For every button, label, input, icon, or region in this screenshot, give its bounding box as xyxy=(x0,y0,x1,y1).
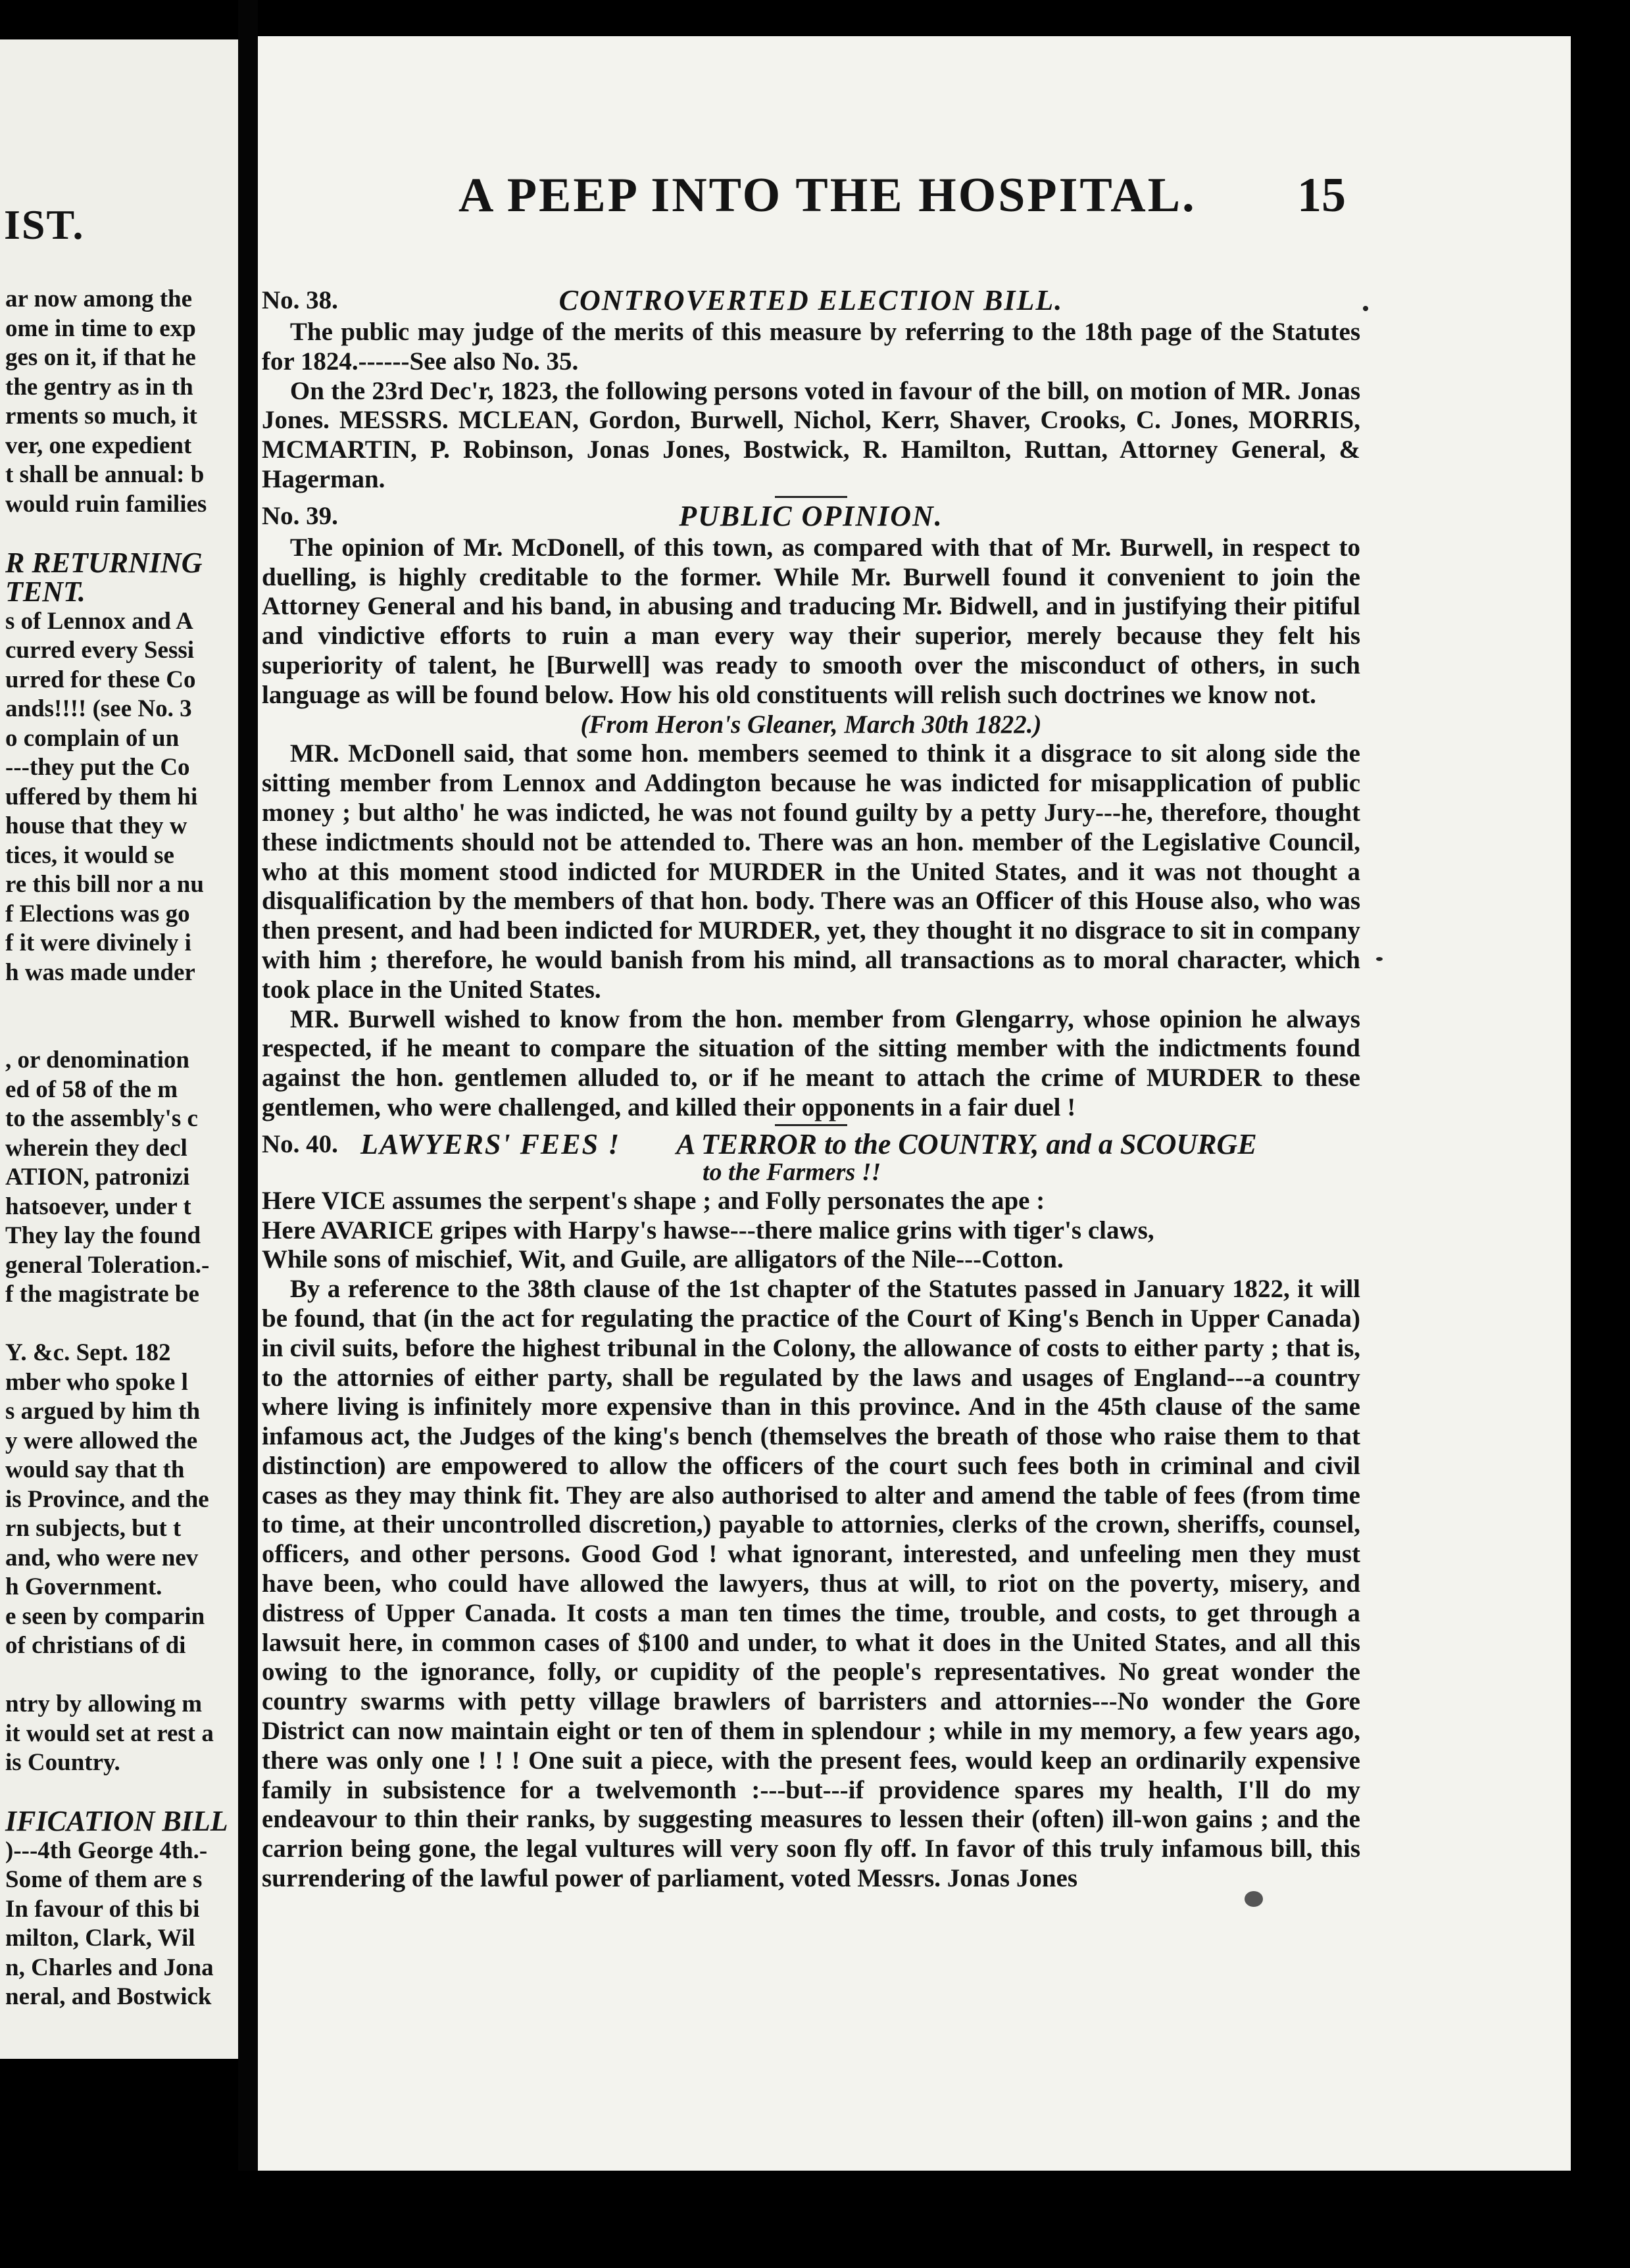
page-body xyxy=(262,286,1360,1894)
binding-gutter xyxy=(238,0,258,2268)
facing-page-line: mber who spoke l xyxy=(5,1368,188,1396)
facing-page-line: neral, and Bostwick xyxy=(5,1983,212,2010)
facing-page-line: f Elections was go xyxy=(5,900,190,927)
section-title: CONTROVERTED ELECTION BILL. xyxy=(558,284,1064,316)
section-header xyxy=(262,499,1360,533)
facing-page-line: n, Charles and Jona xyxy=(5,1954,214,1981)
facing-page-line: Y. &c. Sept. 182 xyxy=(5,1339,171,1366)
facing-page-line: ntry by allowing m xyxy=(5,1690,203,1717)
page-number: 15 xyxy=(1297,168,1346,222)
paragraph: By a reference to the 38th clause of the 1st chapter of the Statutes passed in January 1822, it will be found, that (in the act for regulating the practice of the Court of King's Bench in Upper Canada) in civil suits, before the highest tribunal in the Colony, the allowance of costs to either party ; that is, to the attornies of either party, shall be regulated by the laws and usages of England---a country where living is infinitely more expensive than in this province. And in the 45th clause of the same infamous act, the Judges of the king's bench (themselves the breath of those who raise them to that distinction) are empowered to allow the officers of the court such fees both in criminal and civil cases as they may think fit. They are also authorised to alter and amend the table of fees (from time to time, at their uncontrolled discretion,) payable to attornies, clerks of the crown, sheriffs, counsel, officers, and other persons. Good God ! what ignorant, interested, and unfeeling men they must have been, who could have allowed the lawyers, thus at will, to riot on the poverty, misery, and distress of Upper Canada. It costs a man ten times the time, trouble, and costs, to get through a lawsuit here, in common cases of $100 and under, to what it does in the United States, and all this owing to the ignorance, folly, or cupidity of the people's representatives. No great wonder the country swarms with petty village brawlers of barristers and attornies---No wonder the Gore District can now maintain eight or ten of them in splendour ; while in my memory, a few years ago, there was only one ! ! ! One suit a piece, with the present fees, would keep an ordinarily expensive family in subsistence for a twelvemonth :---but---if providence spares my health, I'll do my endeavour to thin their ranks, by suggesting measures to lessen their (often) ill-won gains ; and the carrion being gone, the legal vultures will very soon fly off. In favor of this truly infamous bill, this surrendering of the lawful power of parliament, voted Messrs. Jonas Jones xyxy=(262,1275,1360,1893)
facing-page-line: ed of 58 of the m xyxy=(5,1075,178,1103)
section-40 xyxy=(262,1127,1360,1894)
facing-page-heading: IST. xyxy=(4,201,85,248)
facing-page-line: h was made under xyxy=(5,958,195,986)
facing-page-line: urred for these Co xyxy=(5,666,196,693)
section-title: PUBLIC OPINION. xyxy=(679,499,943,532)
facing-page-line: R RETURNING xyxy=(5,546,203,579)
facing-page-line: milton, Clark, Wil xyxy=(5,1925,195,1952)
facing-page-line: rments so much, it xyxy=(5,403,197,430)
section-number: No. 38. xyxy=(262,286,338,314)
facing-page-line: They lay the found xyxy=(5,1222,201,1249)
section-divider xyxy=(775,1124,847,1126)
verse-line: Here VICE assumes the serpent's shape ; and Folly personates the ape : xyxy=(262,1186,1045,1215)
facing-page-line: to the assembly's c xyxy=(5,1105,198,1132)
facing-page-line: would ruin families xyxy=(5,490,207,518)
section-subtitle: A TERROR to the COUNTRY, and a SCOURGE xyxy=(676,1127,1257,1160)
facing-page-line: ges on it, if that he xyxy=(5,344,196,371)
facing-page-line: the gentry as in th xyxy=(5,373,193,401)
facing-page-line: tices, it would se xyxy=(5,841,174,869)
facing-page-line: re this bill nor a nu xyxy=(5,871,204,898)
facing-page-line: ATION, patronizi xyxy=(5,1164,190,1191)
document-page xyxy=(258,36,1571,2171)
source-credit: (From Heron's Gleaner, March 30th 1822.) xyxy=(580,710,1042,739)
facing-page-line: Some of them are s xyxy=(5,1866,203,1893)
facing-page-line: s of Lennox and A xyxy=(5,607,193,635)
facing-page-fragment xyxy=(0,39,238,2059)
facing-page-line: t shall be annual: b xyxy=(5,461,205,488)
facing-page-line: uffered by them hi xyxy=(5,783,198,810)
facing-page-line: ands!!!! (see No. 3 xyxy=(5,695,192,722)
running-head xyxy=(258,168,1571,240)
section-39 xyxy=(262,499,1360,1126)
section-number: No. 40. xyxy=(262,1129,338,1158)
facing-page-line: , or denomination xyxy=(5,1047,189,1073)
facing-page-line: ---they put the Co xyxy=(5,754,190,781)
paragraph: MR. McDonell said, that some hon. members seemed to think it a disgrace to sit along side the sitting member from Lennox and Addington because he was indicted for misapplication of public money ; but altho' he was indicted, he was not found guilty by a petty Jury---he, therefore, thought these indictments should not be attended to. There was an hon. member of the Legislative Council, who at this moment stood indicted for MURDER in the United States, and it was not thought a disqualification by the members of that hon. body. There was an Officer of this House also, who was then present, and had been indicted for MURDER, yet, they thought it no disgrace to sit in company with him ; therefore, he would banish from his mind, all transactions as to moral character, which took place in the United States. xyxy=(262,739,1360,1004)
facing-page-line: s argued by him th xyxy=(5,1398,201,1425)
verse-epigraph xyxy=(262,1187,1360,1275)
facing-page-line: In favour of this bi xyxy=(5,1895,200,1923)
facing-page-line: ver, one expedient xyxy=(5,431,192,459)
facing-page-line: TENT. xyxy=(5,576,86,608)
scan-border-bottom xyxy=(0,2171,1630,2268)
section-38 xyxy=(262,286,1360,498)
paragraph: MR. Burwell wished to know from the hon. member from Glengarry, whose opinion he always respected, if he meant to compare the situation of the sitting member with the indictments found against the hon. gentlemen alluded to, or if he meant to attach the crime of MURDER to these gentlemen, who were challenged, and killed their opponents in a fair duel ! xyxy=(262,1004,1360,1122)
facing-page-line: IFICATION BILL xyxy=(5,1805,228,1837)
section-header xyxy=(262,1127,1360,1187)
facing-page-line: curred every Sessi xyxy=(5,637,195,664)
verse-line: While sons of mischief, Wit, and Guile, are alligators of the Nile---Cotton. xyxy=(262,1245,1064,1274)
section-number: No. 39. xyxy=(262,501,338,530)
facing-page-line: is Province, and the xyxy=(5,1485,209,1513)
facing-page-line: it would set at rest a xyxy=(5,1719,214,1747)
section-header xyxy=(262,286,1360,318)
section-title: LAWYERS' FEES ! xyxy=(360,1127,621,1160)
facing-page-line: and, who were nev xyxy=(5,1544,199,1571)
ink-speck xyxy=(1363,306,1368,311)
section-subtitle-line2: to the Farmers !! xyxy=(703,1158,881,1186)
facing-page-line: o complain of un xyxy=(5,724,180,752)
ink-speck xyxy=(1376,957,1383,961)
facing-page-line: hatsoever, under t xyxy=(5,1193,191,1220)
facing-page-line: rn subjects, but t xyxy=(5,1515,182,1542)
facing-page-line: ome in time to exp xyxy=(5,314,196,342)
paragraph: The opinion of Mr. McDonell, of this town, as compared with that of Mr. Burwell, in respect to duelling, is highly creditable to the former. While Mr. Burwell found it convenient to join the Attorney General and his band, in abusing and traducing Mr. Bidwell, and in justifying their pitiful and vindictive efforts to ruin a man every way their superior, merely because they felt his superiority of talent, he [Burwell] was ready to smooth over the misconduct of others, in such language as will be found below. How his old constituents will relish such doctrines we know not. xyxy=(262,533,1360,709)
ink-speck xyxy=(1245,1891,1263,1907)
facing-page-line: is Country. xyxy=(5,1749,120,1776)
verse-line: Here AVARICE gripes with Harpy's hawse---there malice grins with tiger's claws, xyxy=(262,1216,1154,1245)
section-divider xyxy=(775,496,847,498)
facing-page-line: general Toleration.- xyxy=(5,1251,210,1279)
facing-page-line: would say that th xyxy=(5,1456,185,1483)
facing-page-line: wherein they decl xyxy=(5,1134,187,1162)
facing-page-line: e seen by comparin xyxy=(5,1602,205,1630)
facing-page-line: of christians of di xyxy=(5,1632,186,1659)
facing-page-line: )---4th George 4th.- xyxy=(5,1837,208,1864)
facing-page-line: h Government. xyxy=(5,1573,162,1600)
facing-page-line: ar now among the xyxy=(5,285,193,312)
facing-page-line: f it were divinely i xyxy=(5,929,191,956)
page-title: A PEEP INTO THE HOSPITAL. xyxy=(458,168,1197,222)
scan-border-right xyxy=(1571,0,1630,2268)
facing-page-line: house that they w xyxy=(5,812,187,839)
paragraph: The public may judge of the merits of this measure by referring to the 18th page of the Statutes for 1824.------See also No. 35. xyxy=(262,318,1360,376)
paragraph: On the 23rd Dec'r, 1823, the following persons voted in favour of the bill, on motion of MR. Jonas Jones. MESSRS. MCLEAN, Gordon, Burwell, Nichol, Kerr, Shaver, Crooks, C. Jones, MORRIS, MCMARTIN, P. Robinson, Jonas Jones, Bostwick, R. Hamilton, Ruttan, Attorney General, & Hagerman. xyxy=(262,376,1360,493)
facing-page-line: f the magistrate be xyxy=(5,1281,199,1308)
facing-page-line: y were allowed the xyxy=(5,1427,198,1454)
